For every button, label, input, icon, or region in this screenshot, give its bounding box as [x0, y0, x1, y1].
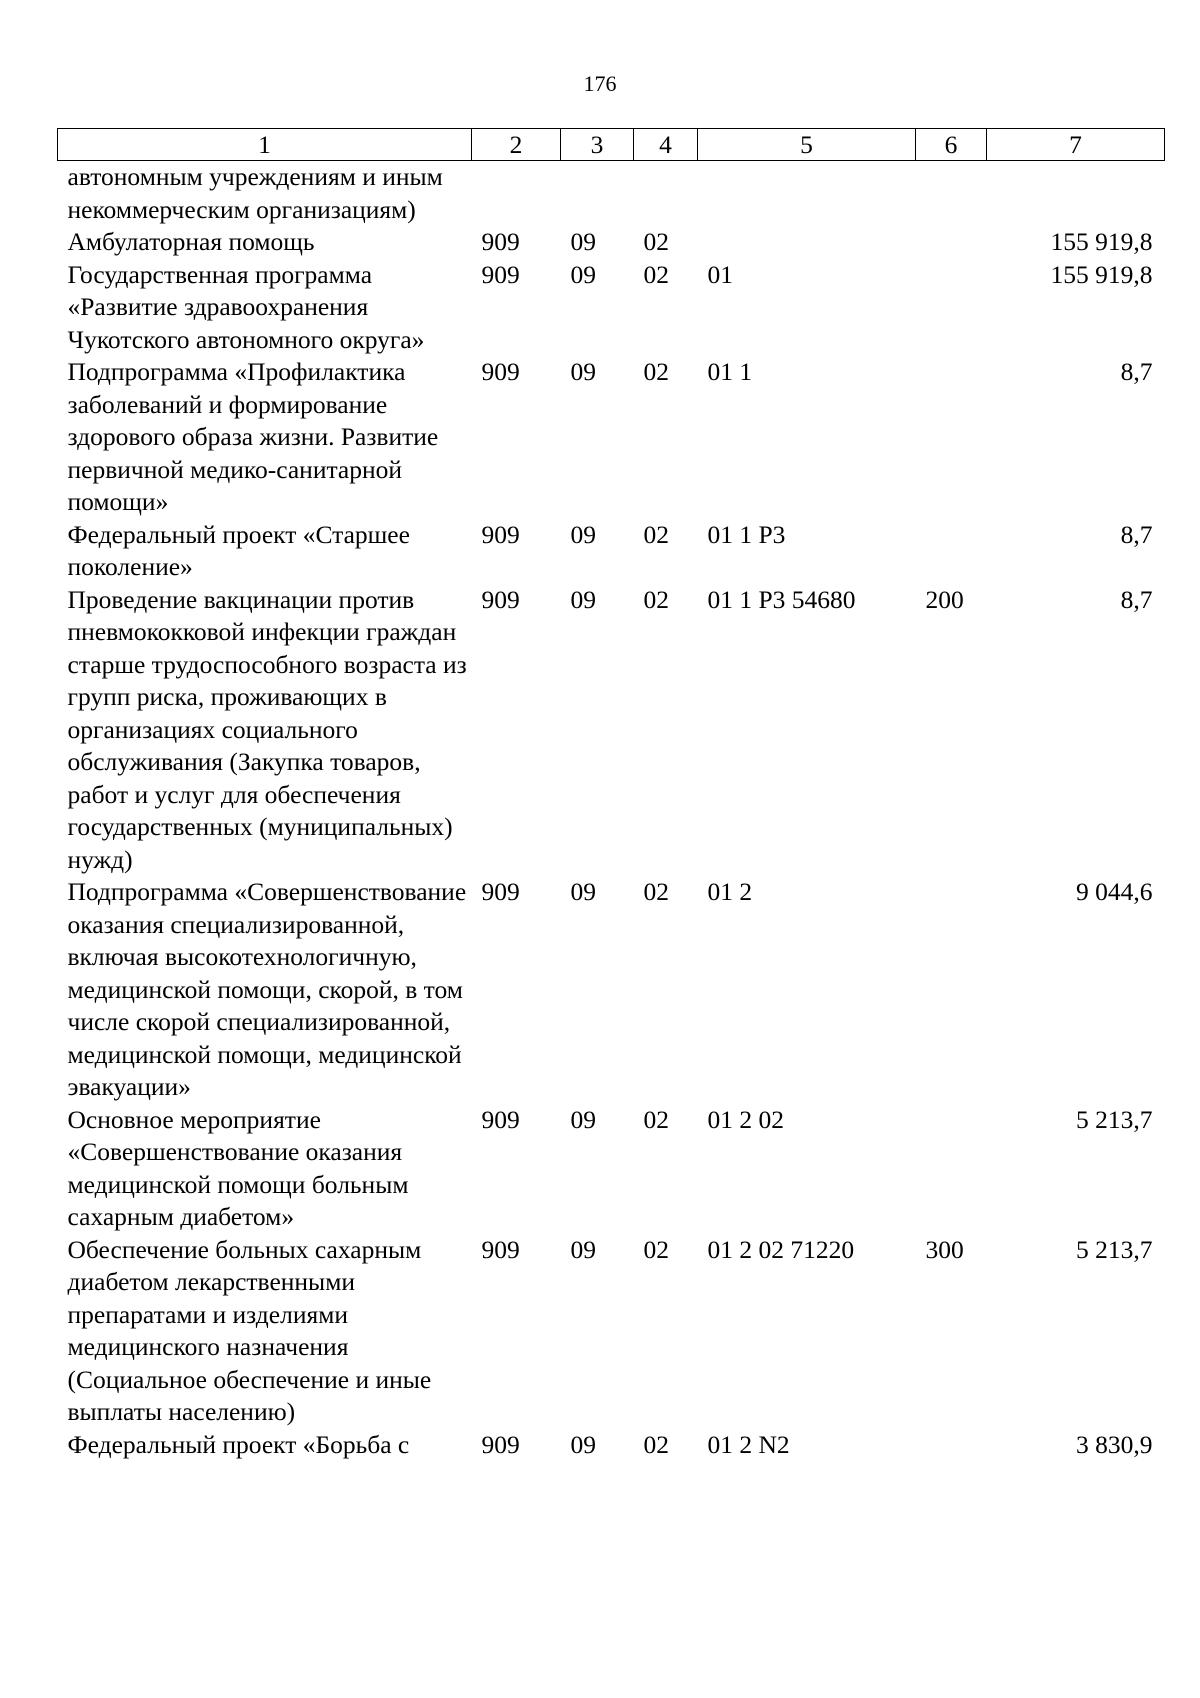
row-target-code: 01 1 P3 — [707, 519, 786, 549]
row-ministry-code: 909 — [481, 519, 520, 549]
row-subsection-code: 02 — [643, 584, 669, 614]
row-amount: 3 830,9 — [1076, 1429, 1153, 1459]
row-ministry-code: 909 — [481, 877, 520, 906]
table-row — [58, 259, 1165, 357]
table-row — [58, 584, 1165, 877]
column-header-4: 4 — [634, 129, 698, 161]
row-name: Федеральный проект «Борьба с — [67, 1429, 410, 1459]
row-ministry-code: 909 — [481, 227, 520, 256]
table-row — [58, 1104, 1165, 1234]
row-target-code: 01 2 02 71220 — [707, 1234, 855, 1264]
row-section-code: 09 — [570, 584, 596, 614]
row-expense-type — [916, 1104, 987, 1234]
table-row — [58, 876, 1165, 1104]
row-expense-type: 300 — [925, 1234, 964, 1264]
row-amount: 155 919,8 — [1050, 259, 1153, 289]
row-ministry-code: 909 — [481, 1429, 520, 1459]
row-subsection-code: 02 — [643, 357, 669, 386]
table-row — [58, 1234, 1165, 1429]
row-amount: 155 919,8 — [1050, 227, 1153, 256]
row-section-code: 09 — [570, 519, 596, 549]
row-section-code: 09 — [570, 357, 596, 386]
row-amount: 5 213,7 — [1076, 1234, 1153, 1264]
row-expense-type — [916, 226, 987, 259]
row-target-code: 01 1 P3 54680 — [707, 584, 856, 614]
row-subsection-code: 02 — [643, 227, 669, 256]
row-expense-type: 200 — [925, 584, 964, 614]
row-target-code: 01 1 — [707, 357, 753, 386]
row-target-code: 01 2 02 — [707, 1104, 784, 1134]
column-header-7: 7 — [987, 129, 1165, 161]
row-amount: 8,7 — [1120, 357, 1153, 386]
row-target-code — [698, 161, 916, 227]
row-expense-type — [916, 356, 987, 519]
row-subsection-code: 02 — [643, 1429, 669, 1459]
row-amount: 8,7 — [1120, 584, 1153, 614]
row-name: Подпрограмма «Совершенствование оказания специализированной, включая высокотехнологичную, медицинской помощи, скорой, в том числе скорой специализированной, медицинской помощи, медицинской эвакуации» — [67, 877, 467, 1101]
row-section-code — [561, 161, 634, 227]
row-ministry-code — [472, 161, 561, 227]
row-target-code — [698, 226, 916, 259]
budget-table — [57, 128, 1165, 1461]
row-name: Государственная программа «Развитие здравоохранения Чукотского автономного округа» — [67, 259, 425, 354]
row-subsection-code — [634, 161, 698, 227]
row-subsection-code: 02 — [643, 1234, 669, 1264]
row-section-code: 09 — [570, 1104, 596, 1134]
row-expense-type — [916, 259, 987, 357]
row-amount — [987, 161, 1165, 227]
row-section-code: 09 — [570, 1429, 596, 1459]
row-expense-type — [916, 519, 987, 584]
row-subsection-code: 02 — [643, 877, 669, 906]
row-ministry-code: 909 — [481, 1104, 520, 1134]
row-name: Обеспечение больных сахарным диабетом лекарственными препаратами и изделиями медицинского назначения (Социальное обеспечение и иные выплаты населению) — [67, 1234, 432, 1426]
column-header-2: 2 — [472, 129, 561, 161]
row-name: Федеральный проект «Старшее поколение» — [67, 519, 410, 581]
row-name: автономным учреждениям и иным некоммерческим организациям) — [67, 162, 443, 224]
row-name: Амбулаторная помощь — [67, 227, 315, 256]
column-header-6: 6 — [916, 129, 987, 161]
table-row — [58, 356, 1165, 519]
row-target-code: 01 2 N2 — [707, 1429, 790, 1459]
row-subsection-code: 02 — [643, 1104, 669, 1134]
row-expense-type — [916, 876, 987, 1104]
row-section-code: 09 — [570, 877, 596, 906]
table-row — [58, 226, 1165, 259]
row-target-code: 01 2 — [707, 877, 753, 906]
table-header-row — [58, 129, 1165, 161]
table-row — [58, 1429, 1165, 1462]
column-header-1: 1 — [58, 129, 472, 161]
table-row — [58, 519, 1165, 584]
row-section-code: 09 — [570, 259, 596, 289]
table-row — [58, 161, 1165, 227]
row-subsection-code: 02 — [643, 519, 669, 549]
column-header-5: 5 — [698, 129, 916, 161]
page-number: 176 — [583, 71, 617, 96]
row-ministry-code: 909 — [481, 259, 520, 289]
row-name: Основное мероприятие «Совершенствование оказания медицинской помощи больным сахарным диабетом» — [67, 1104, 409, 1231]
row-target-code: 01 — [707, 259, 733, 289]
row-amount: 9 044,6 — [1076, 877, 1153, 906]
row-ministry-code: 909 — [481, 357, 520, 386]
row-ministry-code: 909 — [481, 1234, 520, 1264]
row-amount: 5 213,7 — [1076, 1104, 1153, 1134]
row-ministry-code: 909 — [481, 584, 520, 614]
row-name: Подпрограмма «Профилактика заболеваний и формирование здорового образа жизни. Развитие первичной медико-санитарной помощи» — [67, 357, 439, 516]
row-expense-type — [916, 1429, 987, 1462]
row-subsection-code: 02 — [643, 259, 669, 289]
row-expense-type — [916, 161, 987, 227]
row-name: Проведение вакцинации против пневмококковой инфекции граждан старше трудоспособного возраста из групп риска, проживающих в организациях социального обслуживания (Закупка товаров, работ и услуг для обеспечения государственных (муниципальных) нужд) — [67, 584, 467, 874]
row-section-code: 09 — [570, 227, 596, 256]
row-section-code: 09 — [570, 1234, 596, 1264]
row-amount: 8,7 — [1120, 519, 1153, 549]
column-header-3: 3 — [561, 129, 634, 161]
